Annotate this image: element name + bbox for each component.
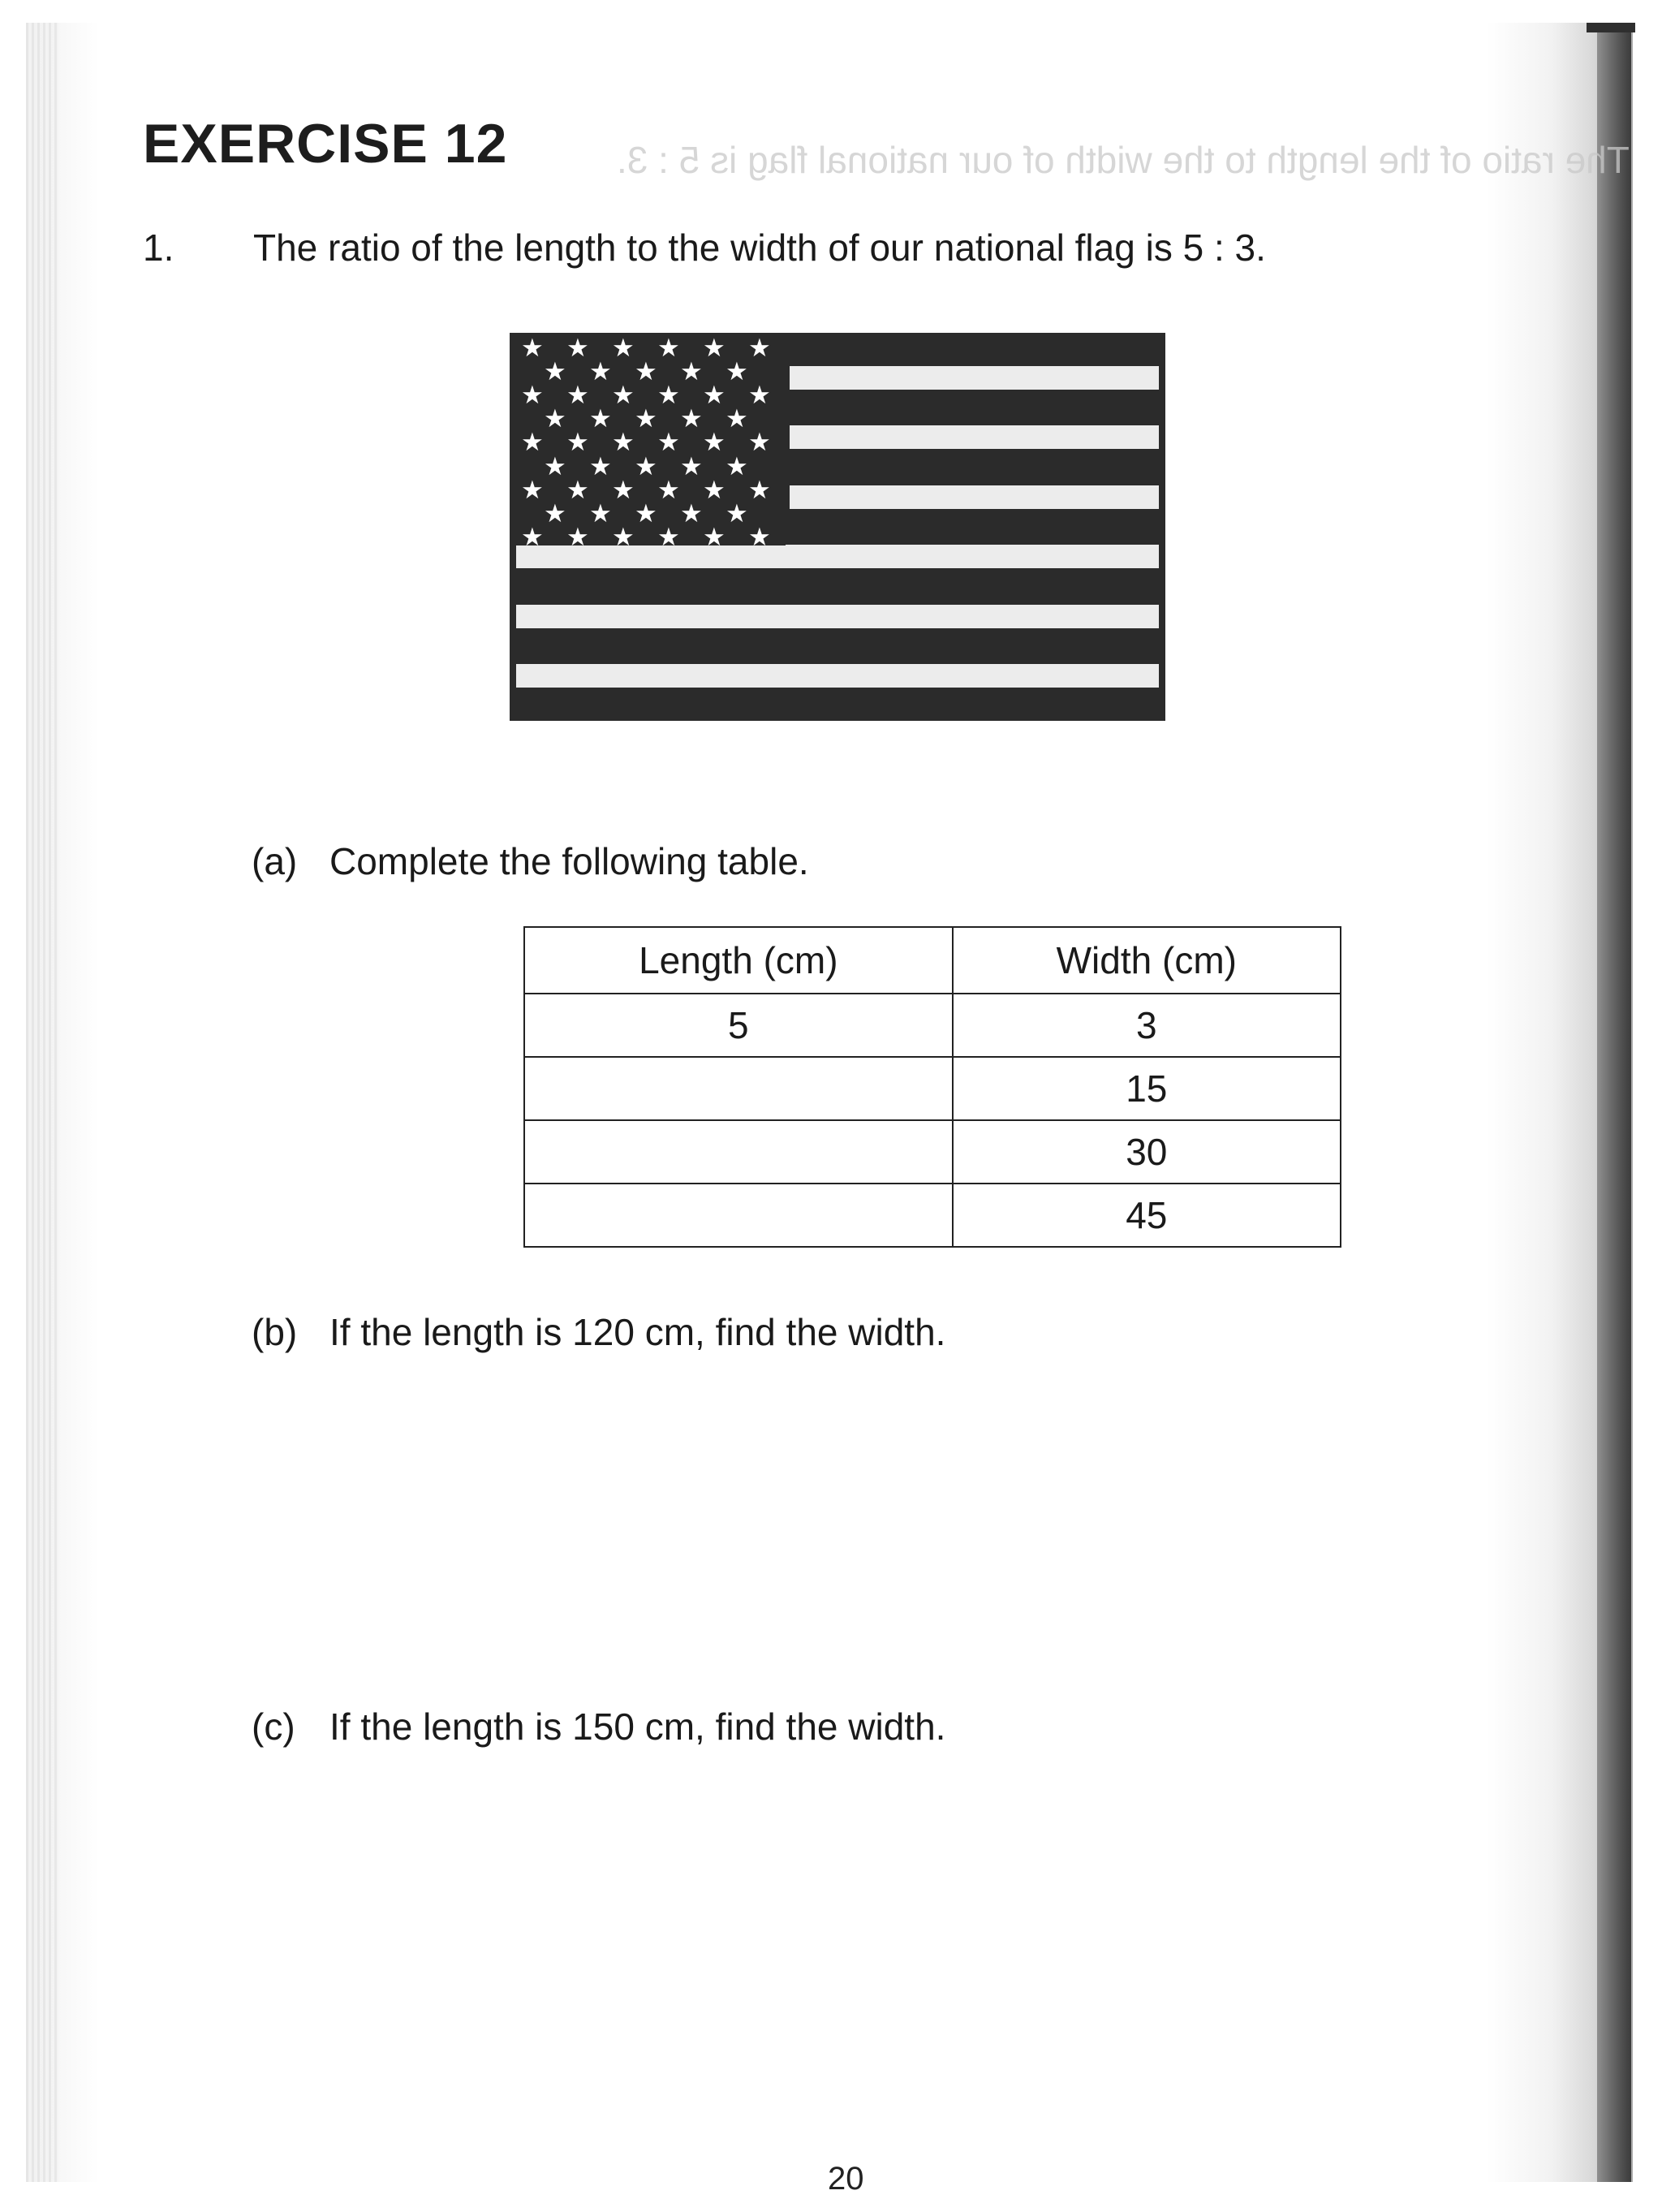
flag-star-icon: ★ bbox=[635, 498, 657, 528]
flag-star-icon: ★ bbox=[703, 428, 726, 458]
flag-stripe bbox=[790, 366, 1159, 390]
flag-star-icon: ★ bbox=[748, 334, 771, 363]
flag-star-icon: ★ bbox=[680, 404, 703, 434]
flag-star-icon: ★ bbox=[703, 522, 726, 552]
part-b bbox=[252, 1310, 945, 1354]
flag-star-icon: ★ bbox=[726, 404, 748, 434]
table-row bbox=[524, 1057, 1341, 1120]
flag-star-icon: ★ bbox=[680, 498, 703, 528]
flag-star-icon: ★ bbox=[589, 404, 612, 434]
table-row bbox=[524, 1184, 1341, 1247]
flag-canton bbox=[510, 333, 786, 552]
flag-star-icon: ★ bbox=[657, 428, 680, 458]
table-row bbox=[524, 1120, 1341, 1184]
flag-star-icon: ★ bbox=[612, 381, 635, 411]
flag-stripe bbox=[790, 485, 1159, 509]
part-b-text: If the length is 120 cm, find the width. bbox=[329, 1311, 946, 1353]
length-cell bbox=[524, 1057, 953, 1120]
flag-star-icon: ★ bbox=[657, 522, 680, 552]
part-c bbox=[252, 1705, 945, 1748]
flag-star-icon: ★ bbox=[521, 475, 544, 505]
flag-star-icon: ★ bbox=[726, 451, 748, 481]
bleed-through-text: The ratio of the length to the width of our national flag is 5 : 3. bbox=[617, 139, 1630, 181]
page-edge-strip bbox=[26, 23, 58, 2182]
book-binding-top bbox=[1587, 23, 1635, 32]
flag-stripe bbox=[516, 605, 1159, 628]
page-number: 20 bbox=[828, 2161, 864, 2197]
flag-star-icon: ★ bbox=[521, 428, 544, 458]
flag-stripe bbox=[790, 425, 1159, 449]
flag-star-icon: ★ bbox=[635, 357, 657, 387]
part-a-label: (a) bbox=[252, 840, 298, 882]
part-c-label: (c) bbox=[252, 1705, 295, 1748]
flag-star-icon: ★ bbox=[657, 475, 680, 505]
flag-star-icon: ★ bbox=[612, 334, 635, 363]
width-cell: 30 bbox=[953, 1120, 1341, 1184]
flag-star-icon: ★ bbox=[566, 428, 589, 458]
flag-star-icon: ★ bbox=[566, 381, 589, 411]
length-header: Length (cm) bbox=[524, 927, 953, 994]
flag-star-icon: ★ bbox=[544, 498, 566, 528]
flag-star-icon: ★ bbox=[521, 522, 544, 552]
flag-star-icon: ★ bbox=[748, 522, 771, 552]
flag-star-icon: ★ bbox=[612, 475, 635, 505]
flag-star-icon: ★ bbox=[544, 357, 566, 387]
part-b-label: (b) bbox=[252, 1311, 298, 1353]
part-a-text: Complete the following table. bbox=[329, 840, 809, 882]
length-cell bbox=[524, 1120, 953, 1184]
flag-illustration bbox=[510, 333, 1165, 721]
part-c-text: If the length is 150 cm, find the width. bbox=[329, 1705, 946, 1748]
width-cell: 45 bbox=[953, 1184, 1341, 1247]
table-header-row bbox=[524, 927, 1341, 994]
question-number: 1. bbox=[143, 226, 174, 269]
flag-star-icon: ★ bbox=[544, 451, 566, 481]
flag-stripe bbox=[516, 664, 1159, 688]
flag-star-icon: ★ bbox=[726, 498, 748, 528]
flag-star-icon: ★ bbox=[589, 357, 612, 387]
flag-star-icon: ★ bbox=[566, 522, 589, 552]
table-row bbox=[524, 994, 1341, 1057]
width-cell: 3 bbox=[953, 994, 1341, 1057]
flag-star-icon: ★ bbox=[703, 475, 726, 505]
width-header: Width (cm) bbox=[953, 927, 1341, 994]
flag-star-icon: ★ bbox=[635, 404, 657, 434]
flag-star-icon: ★ bbox=[748, 475, 771, 505]
ratio-table bbox=[523, 926, 1341, 1248]
flag-star-icon: ★ bbox=[589, 451, 612, 481]
flag-star-icon: ★ bbox=[566, 475, 589, 505]
flag-star-icon: ★ bbox=[566, 334, 589, 363]
flag-star-icon: ★ bbox=[612, 522, 635, 552]
flag-star-icon: ★ bbox=[544, 404, 566, 434]
flag-star-icon: ★ bbox=[748, 381, 771, 411]
flag-star-icon: ★ bbox=[680, 357, 703, 387]
flag-star-icon: ★ bbox=[726, 357, 748, 387]
flag-star-icon: ★ bbox=[680, 451, 703, 481]
flag-star-icon: ★ bbox=[748, 428, 771, 458]
flag-star-icon: ★ bbox=[612, 428, 635, 458]
flag-star-icon: ★ bbox=[521, 334, 544, 363]
flag-star-icon: ★ bbox=[589, 498, 612, 528]
flag-star-icon: ★ bbox=[703, 334, 726, 363]
part-a bbox=[252, 839, 809, 883]
question-text: The ratio of the length to the width of our national flag is 5 : 3. bbox=[253, 226, 1266, 269]
length-cell: 5 bbox=[524, 994, 953, 1057]
exercise-title: EXERCISE 12 bbox=[143, 113, 508, 175]
length-cell bbox=[524, 1184, 953, 1247]
width-cell: 15 bbox=[953, 1057, 1341, 1120]
flag-star-icon: ★ bbox=[657, 381, 680, 411]
flag-star-icon: ★ bbox=[657, 334, 680, 363]
flag-star-icon: ★ bbox=[635, 451, 657, 481]
book-binding-shadow bbox=[1597, 23, 1631, 2182]
flag-star-icon: ★ bbox=[703, 381, 726, 411]
flag-star-icon: ★ bbox=[521, 381, 544, 411]
